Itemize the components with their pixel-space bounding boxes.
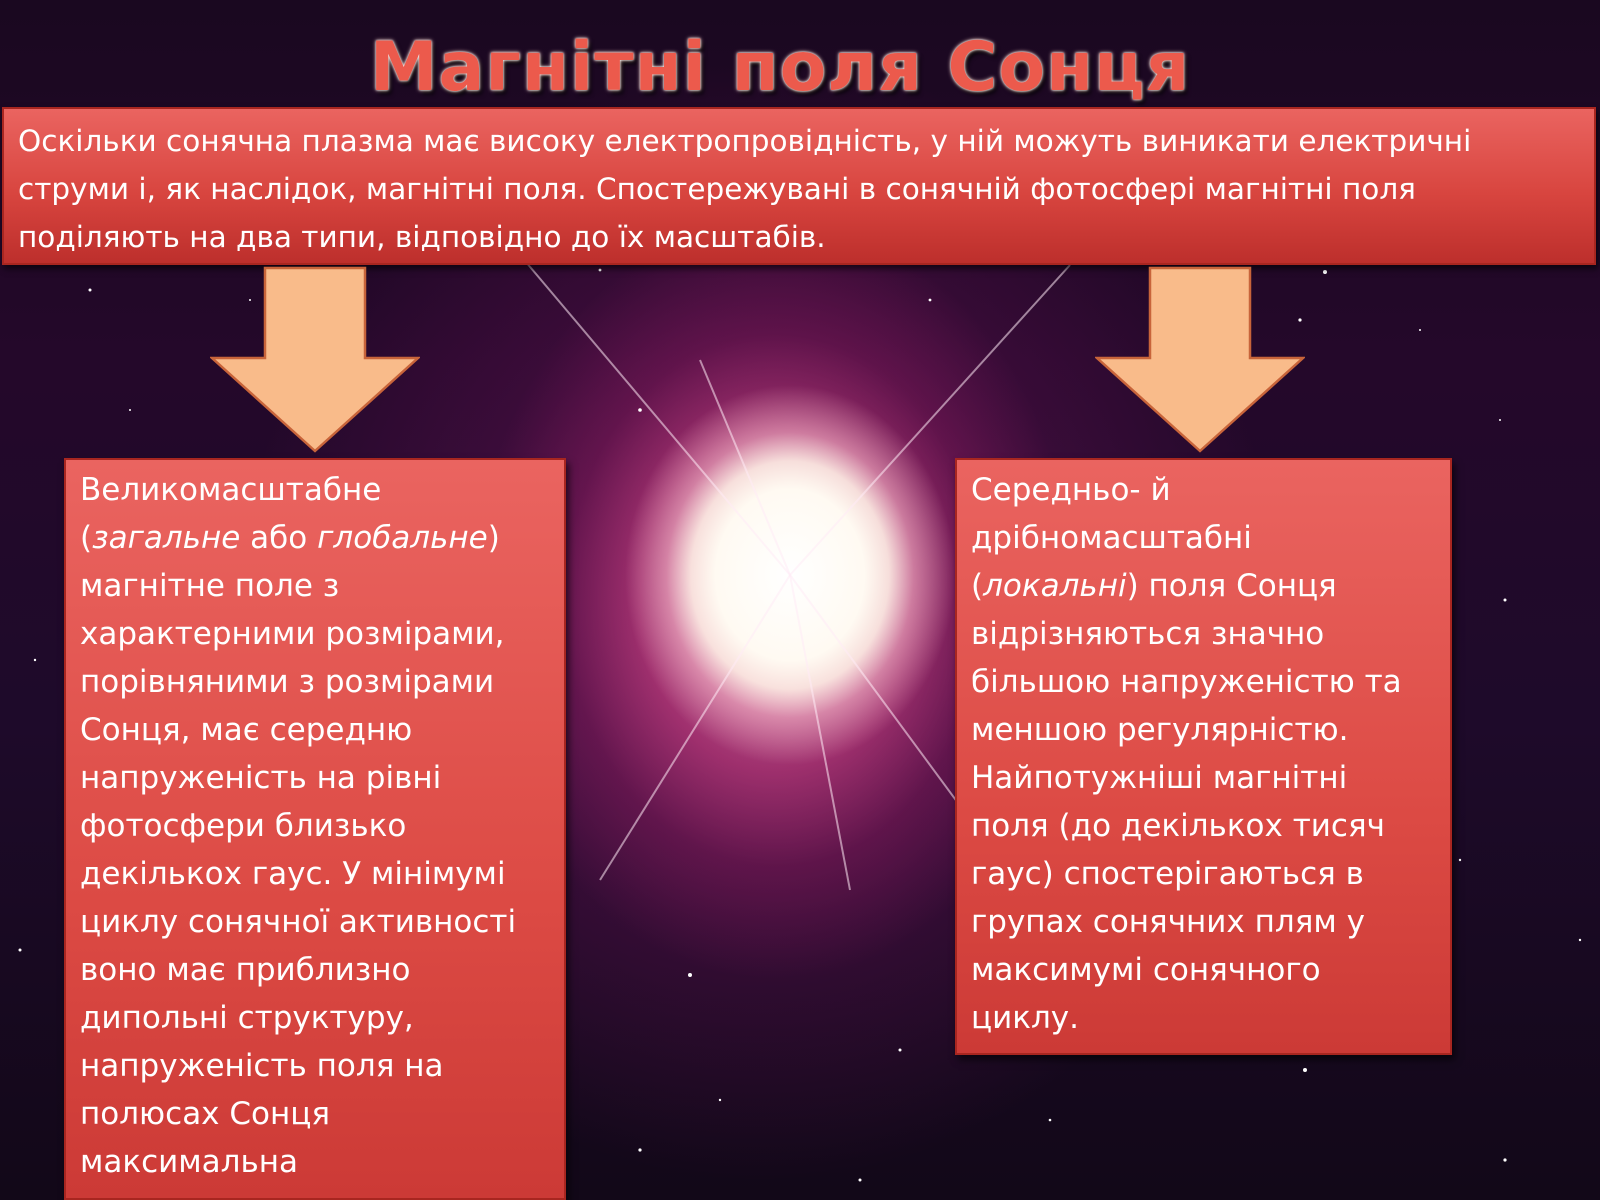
box-line: гаус) спостерігаються в: [971, 856, 1364, 892]
down-arrow-icon: [1095, 266, 1305, 456]
box-line: порівняними з розмірами: [80, 664, 495, 700]
box-line: воно має приблизно: [80, 952, 411, 988]
intro-line: струми і, як наслідок, магнітні поля. Спостережувані в сонячній фотосфері магнітні поля: [18, 172, 1416, 206]
box-line: максимумі сонячного: [971, 952, 1321, 988]
box-line: дипольні структуру,: [80, 1000, 414, 1036]
box-line: циклу.: [971, 1000, 1079, 1036]
intro-line: Оскільки сонячна плазма має високу електропровідність, у ній можуть виникати електричні: [18, 124, 1472, 158]
box-line: Середньо- й: [971, 472, 1171, 508]
box-line: фотосфери близько: [80, 808, 407, 844]
box-line: максимальна: [80, 1144, 299, 1180]
box-line: більшою напруженістю та: [971, 664, 1402, 700]
box-line: напруженість поля на: [80, 1048, 444, 1084]
box-line: Найпотужніші магнітні: [971, 760, 1348, 796]
large-scale-field-textbox: [64, 458, 566, 1200]
box-line: дрібномасштабні: [971, 520, 1252, 556]
box-line: поля (до декількох тисяч: [971, 808, 1385, 844]
box-line: меншою регулярністю.: [971, 712, 1349, 748]
box-line: магнітне поле з: [80, 568, 340, 604]
local-fields-textbox: [955, 458, 1452, 1055]
emphasis-text: локальні: [983, 568, 1127, 604]
box-line: (локальні) поля Сонця: [971, 568, 1337, 604]
box-line: полюсах Сонця: [80, 1096, 331, 1132]
emphasis-text: глобальне: [317, 520, 488, 556]
box-line: відрізняються значно: [971, 616, 1325, 652]
box-line: декількох гаус. У мінімумі: [80, 856, 506, 892]
box-line: циклу сонячної активності: [80, 904, 517, 940]
box-line: напруженість на рівні: [80, 760, 442, 796]
box-line: Великомасштабне: [80, 472, 382, 508]
emphasis-text: загальне: [92, 520, 241, 556]
box-line: характерними розмірами,: [80, 616, 505, 652]
slide-title: Магнітні поля Сонця: [369, 28, 1191, 107]
box-line: Сонця, має середню: [80, 712, 413, 748]
box-line: групах сонячних плям у: [971, 904, 1365, 940]
box-line: (загальне або глобальне): [80, 520, 500, 556]
intro-textbox: [2, 107, 1596, 265]
down-arrow-icon: [210, 266, 420, 456]
intro-line: поділяють на два типи, відповідно до їх масштабів.: [18, 220, 826, 254]
